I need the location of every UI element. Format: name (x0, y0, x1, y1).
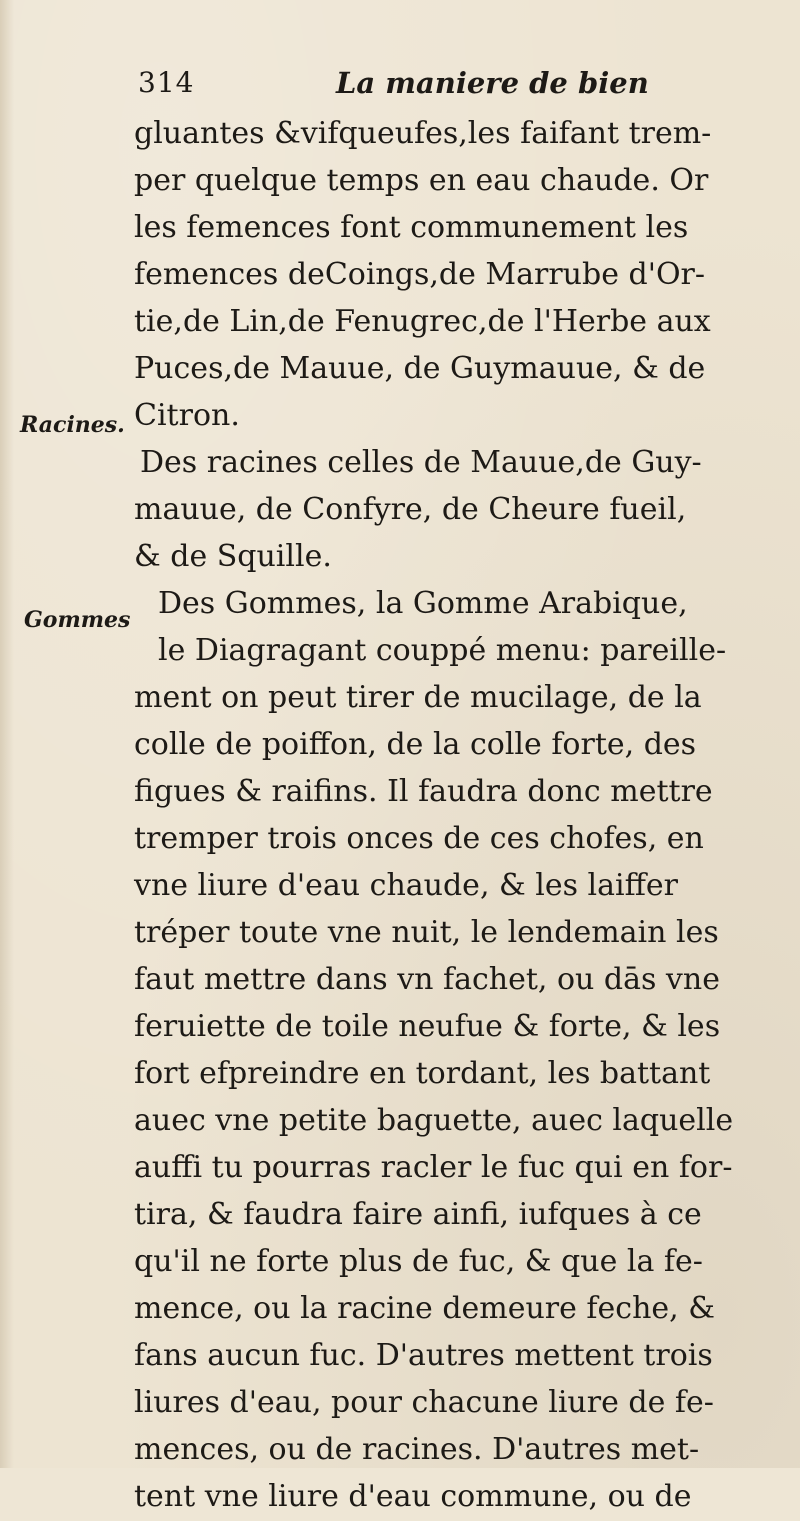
text-line: tréper toute vne nuit, le lendemain les (134, 915, 719, 950)
text-line: gluantes &vifqueufes,les faifant trem- (134, 116, 712, 151)
text-line: auffi tu pourras racler le fuc qui en for- (134, 1150, 733, 1185)
text-line: Puces,de Mauue, de Guymauue, & de (134, 351, 706, 386)
text-line: fort efpreindre en tordant, les battant (134, 1056, 711, 1091)
text-line: feruiette de toile neufue & forte, & les (134, 1009, 721, 1044)
text-line: mences, ou de racines. D'autres met- (134, 1432, 700, 1467)
text-line: tie,de Lin,de Fenugrec,de l'Herbe aux (134, 304, 711, 339)
text-line: vne liure d'eau chaude, & les laiffer (134, 868, 679, 903)
text-line: le Diagragant couppé menu: pareille- (158, 633, 727, 668)
text-line: Des Gommes, la Gomme Arabique, (158, 586, 688, 621)
margin-note-racines: Racines. (20, 412, 125, 438)
text-line: faut mettre dans vn fachet, ou dās vne (134, 962, 720, 997)
text-line: fans aucun fuc. D'autres mettent trois (134, 1338, 713, 1373)
page-header (138, 66, 738, 106)
text-line: tremper trois onces de ces chofes, en (134, 821, 704, 856)
running-title: La maniere de bien (336, 66, 649, 100)
text-line: Des racines celles de Mauue,de Guy- (140, 445, 702, 480)
text-line: colle de poiffon, de la colle forte, des (134, 727, 697, 762)
text-line: les femences font communement les (134, 210, 689, 245)
text-line: ment on peut tirer de mucilage, de la (134, 680, 702, 715)
text-line: Citron. (134, 398, 240, 433)
text-line: auec vne petite baguette, auec laquelle (134, 1103, 734, 1138)
text-line: figues & raifins. Il faudra donc mettre (134, 774, 713, 809)
text-line: femences deCoings,de Marrube d'Or- (134, 257, 706, 292)
margin-note-gommes: Gommes (24, 607, 131, 633)
text-line: liures d'eau, pour chacune liure de fe- (134, 1385, 714, 1420)
text-line: mence, ou la racine demeure feche, & (134, 1291, 715, 1326)
text-line: mauue, de Confyre, de Cheure fueil, (134, 492, 687, 527)
text-line: qu'il ne forte plus de fuc, & que la fe- (134, 1244, 703, 1279)
text-line: per quelque temps en eau chaude. Or (134, 163, 709, 198)
text-line: tent vne liure d'eau commune, ou de (134, 1479, 692, 1514)
text-line: & de Squille. (134, 539, 332, 574)
page-edge-shadow (0, 0, 14, 1468)
text-line: tira, & faudra faire ainfi, iufques à ce (134, 1197, 702, 1232)
page-number: 314 (138, 66, 195, 99)
